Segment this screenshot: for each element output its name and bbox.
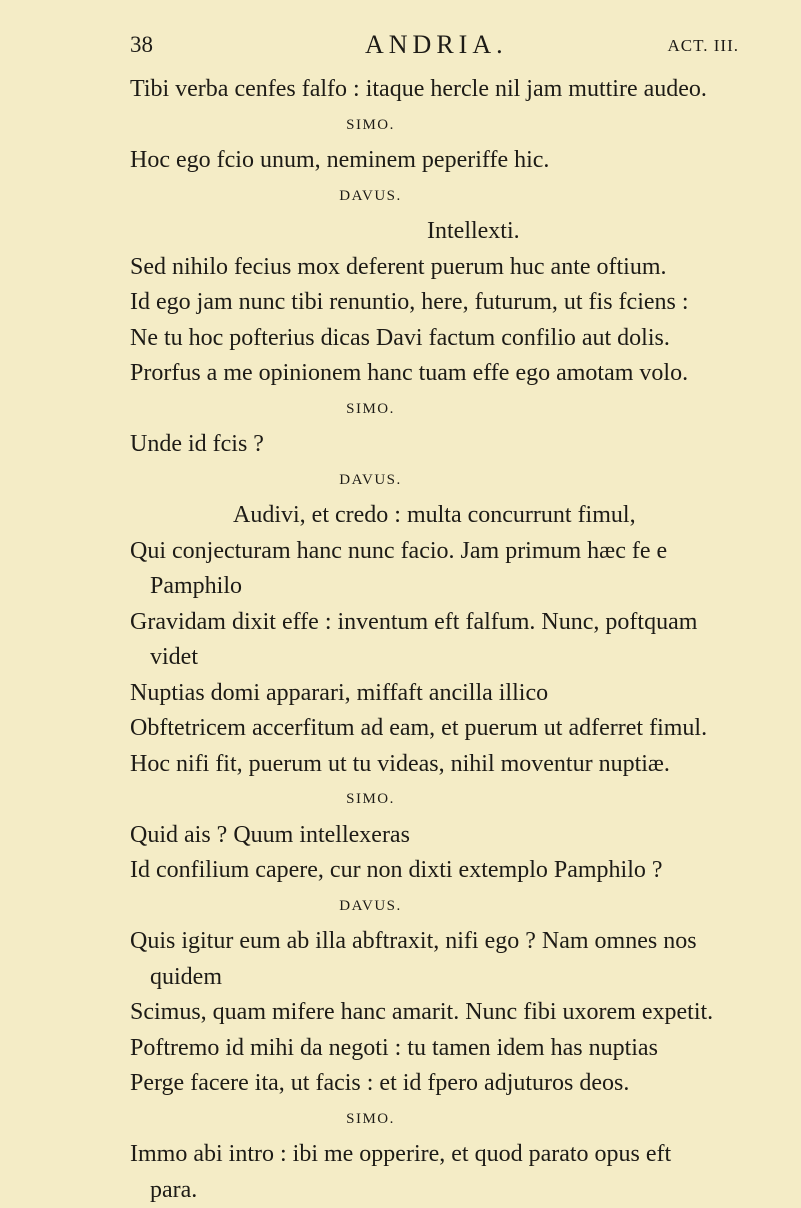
verse-line: Scimus, quam mifere hanc amarit. Nunc fibi uxorem expetit. [0, 995, 801, 1031]
verse-line: Poftremo id mihi da negoti : tu tamen idem has nuptias [0, 1031, 801, 1067]
speaker-name: SIMO. [0, 1102, 801, 1138]
verse-line: Audivi, et credo : multa concurrunt fimul, [0, 498, 801, 534]
verse-line: Quis igitur eum ab illa abftraxit, nifi ego ? Nam omnes nos [0, 924, 801, 960]
running-title: ANDRIA. [365, 30, 508, 60]
page-number: 38 [130, 32, 153, 58]
play-text [0, 72, 801, 1208]
verse-line: Id ego jam nunc tibi renuntio, here, futurum, ut fis fciens : [0, 285, 801, 321]
verse-line: Pamphilo [0, 569, 801, 605]
verse-line: Immo abi intro : ibi me opperire, et quod parato opus eft [0, 1137, 801, 1173]
verse-line: Unde id fcis ? [0, 427, 801, 463]
verse-line: Obftetricem accerfitum ad eam, et puerum ut adferret fimul. [0, 711, 801, 747]
verse-line: Prorfus a me opinionem hanc tuam effe ego amotam volo. [0, 356, 801, 392]
verse-line: Tibi verba cenfes falfo : itaque hercle nil jam muttire audeo. [0, 72, 801, 108]
verse-line: Quid ais ? Quum intellexeras [0, 818, 801, 854]
speaker-name: SIMO. [0, 782, 801, 818]
verse-line: Ne tu hoc pofterius dicas Davi factum confilio aut dolis. [0, 321, 801, 357]
verse-line: Nuptias domi apparari, miffaft ancilla illico [0, 676, 801, 712]
verse-line: Qui conjecturam hanc nunc facio. Jam primum hæc fe e [0, 534, 801, 570]
speaker-name: DAVUS. [0, 463, 801, 499]
speaker-name: SIMO. [0, 108, 801, 144]
verse-line: Hoc ego fcio unum, neminem peperiffe hic. [0, 143, 801, 179]
verse-line: quidem [0, 960, 801, 996]
verse-line: Hoc nifi fit, puerum ut tu videas, nihil moventur nuptiæ. [0, 747, 801, 783]
speaker-name: DAVUS. [0, 889, 801, 925]
verse-line: para. [0, 1173, 801, 1208]
act-label: ACT. III. [668, 36, 739, 56]
speaker-name: SIMO. [0, 392, 801, 428]
verse-line: Perge facere ita, ut facis : et id fpero adjuturos deos. [0, 1066, 801, 1102]
verse-line: Intellexti. [0, 214, 801, 250]
verse-line: Sed nihilo fecius mox deferent puerum huc ante oftium. [0, 250, 801, 286]
verse-line: Gravidam dixit effe : inventum eft falfum. Nunc, poftquam [0, 605, 801, 641]
page-header [0, 30, 801, 60]
verse-line: Id confilium capere, cur non dixti extemplo Pamphilo ? [0, 853, 801, 889]
verse-line: videt [0, 640, 801, 676]
speaker-name: DAVUS. [0, 179, 801, 215]
